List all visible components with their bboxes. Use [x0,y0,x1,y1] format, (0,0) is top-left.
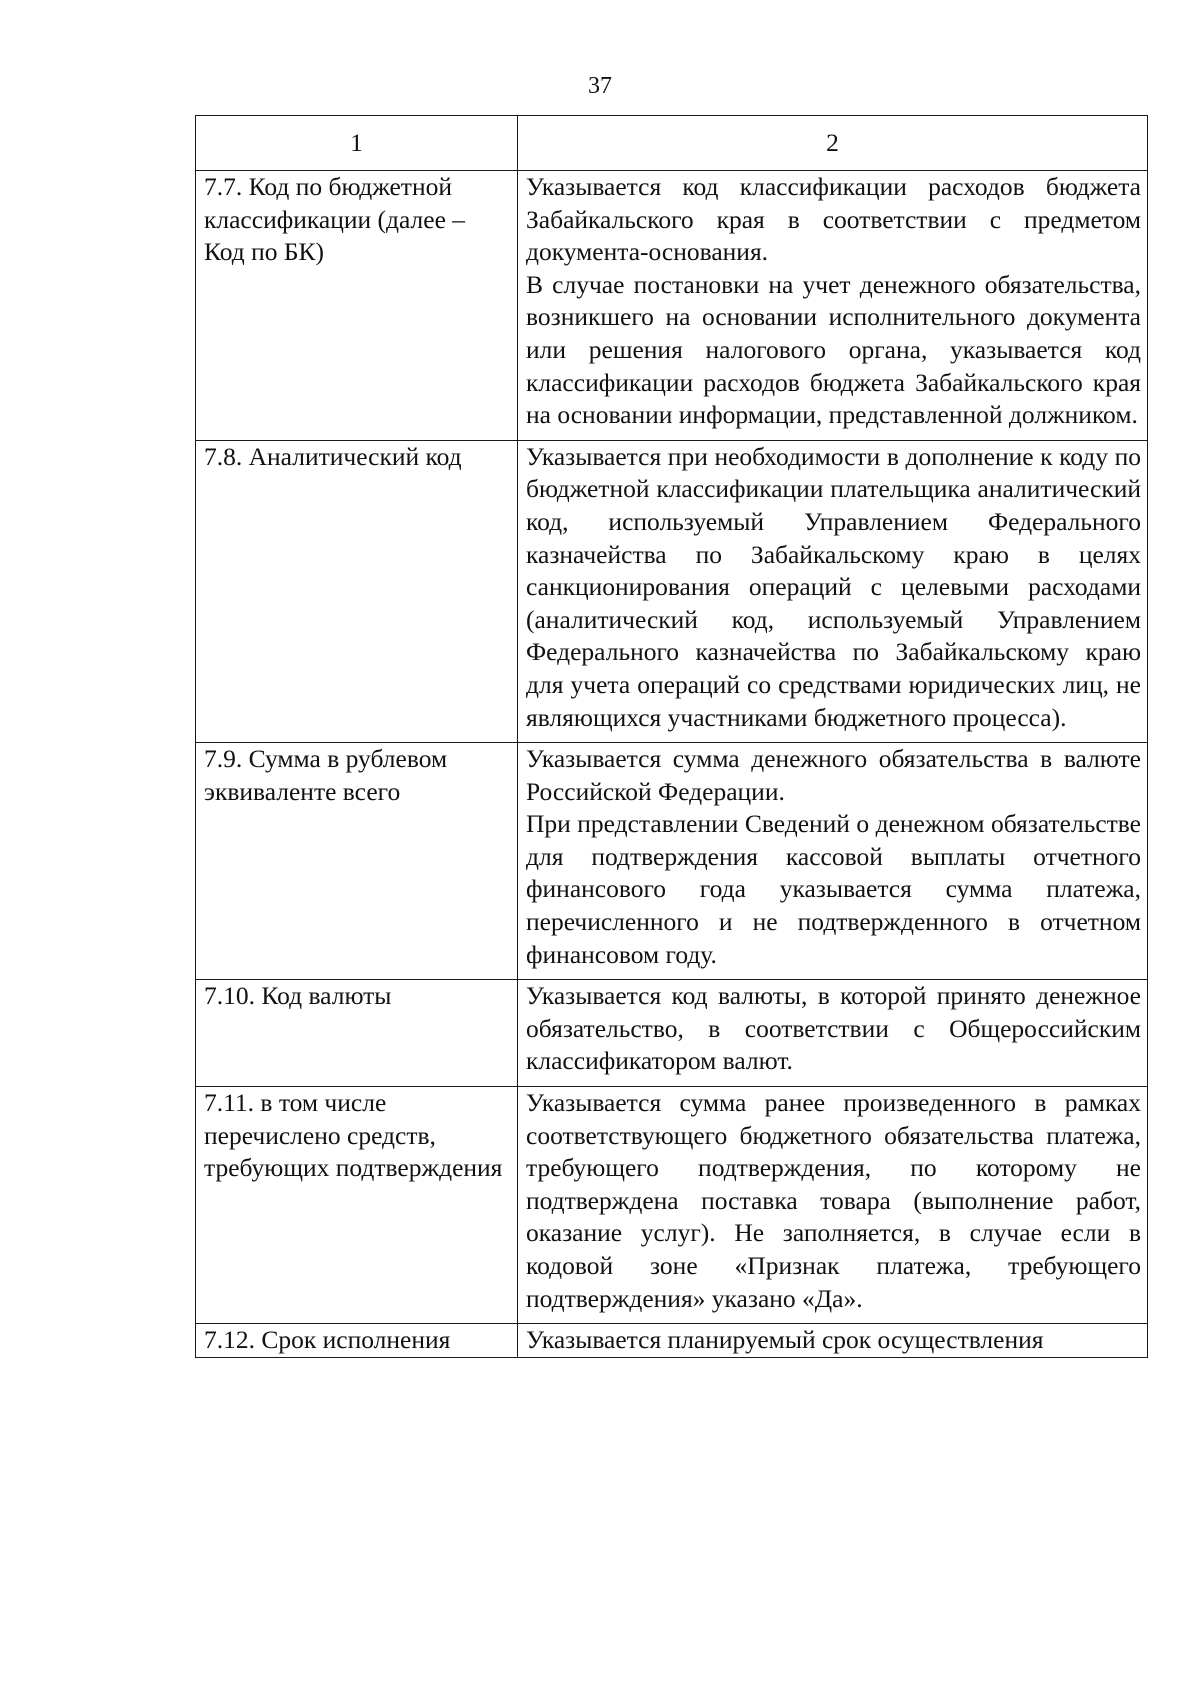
description-paragraph: Указывается код валюты, в которой принято денежное обязательство, в соответствии с Общероссийским классификатором валют. [526,981,1141,1076]
page-number: 37 [588,73,612,99]
description-paragraph: Указывается код классификации расходов бюджета Забайкальского края в соответствии с предметом документа-основания. [526,172,1141,267]
column-number-1: 1 [196,116,518,171]
table-row [196,743,1148,980]
field-name: 7.7. Код по бюджетной классификации (далее – Код по БК) [196,171,518,441]
field-name: 7.9. Сумма в рублевом эквиваленте всего [196,743,518,980]
table-header-row [196,116,1148,171]
table-row [196,1087,1148,1324]
description-paragraph: Указывается планируемый срок осуществления [526,1325,1044,1355]
field-description [518,440,1148,742]
description-paragraph: При представлении Сведений о денежном обязательстве для подтверждения кассовой выплаты отчетного финансового года указывается сумма платежа, перечисленного и не подтвержденного в отчетном финансовом году. [526,809,1141,969]
description-paragraph: Указывается сумма ранее произведенного в рамках соответствующего бюджетного обязательства платежа, требующего подтверждения, по которому не подтверждена поставка товара (выполнение работ, оказание услуг). Не заполняется, в случае если в кодовой зоне «Признак платежа, требующего подтверждения» указано «Да». [526,1088,1141,1313]
field-name: 7.12. Срок исполнения [196,1324,518,1358]
table-row [196,440,1148,742]
field-description [518,1324,1148,1358]
field-description [518,171,1148,441]
description-paragraph: В случае постановки на учет денежного обязательства, возникшего на основании исполнительного документа или решения налогового органа, указывается код классификации расходов бюджета Забайкальского края на основании информации, представленной должником. [526,269,1141,430]
field-name: 7.11. в том числе перечислено средств, требующих подтверждения [196,1087,518,1324]
field-description [518,743,1148,980]
column-number-2: 2 [518,116,1148,171]
field-description [518,980,1148,1087]
field-name: 7.8. Аналитический код [196,440,518,742]
description-paragraph: Указывается при необходимости в дополнение к коду по бюджетной классификации плательщика аналитический код, используемый Управлением Федерального казначейства по Забайкальскому краю в целях санкционирования операций с целевыми расходами (аналитический код, используемый Управлением Федерального казначейства по Забайкальскому краю для учета операций со средствами юридических лиц, не являющихся участниками бюджетного процесса). [526,441,1141,732]
description-paragraph: Указывается сумма денежного обязательства в валюте Российской Федерации. [526,744,1141,806]
table-row [196,1324,1148,1358]
requisites-table [195,115,1148,1358]
table-row [196,980,1148,1087]
field-description [518,1087,1148,1324]
table-row [196,171,1148,441]
field-name: 7.10. Код валюты [196,980,518,1087]
